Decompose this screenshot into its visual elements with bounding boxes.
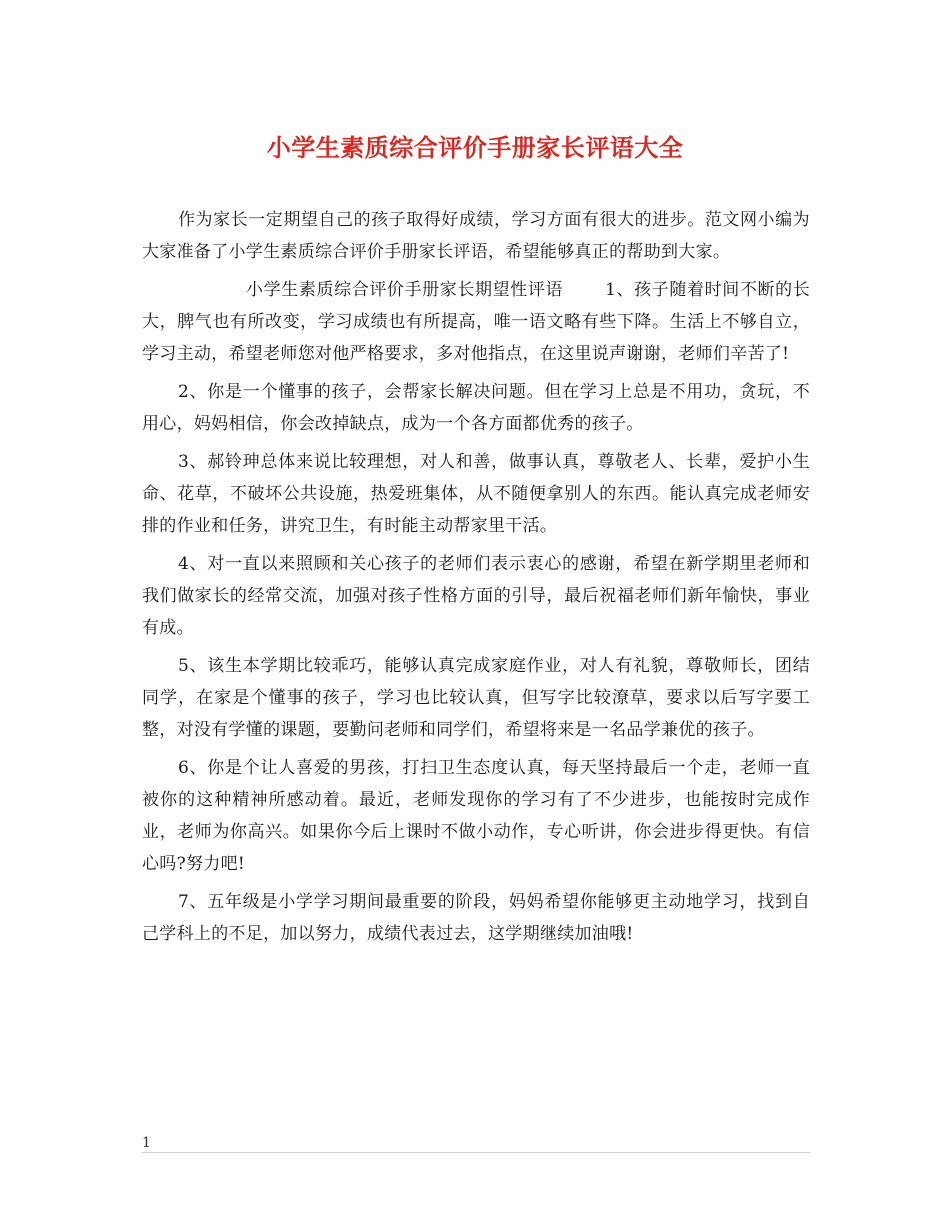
paragraph-1-text: 1、孩子随着时间不断的长大，脾气也有所改变，学习成绩也有所提高，唯一语文略有些下降。生活上不够自立，学习主动，希望老师您对他严格要求，多对他指点，在这里说声谢谢，老师们辛苦了! [142, 280, 810, 364]
page-number: 1 [142, 1135, 151, 1151]
paragraph-2: 2、你是一个懂事的孩子，会帮家长解决问题。但在学习上总是不用功，贪玩，不用心，妈妈相信，你会改掉缺点，成为一个各方面都优秀的孩子。 [142, 382, 810, 434]
paragraph-5: 5、该生本学期比较乖巧，能够认真完成家庭作业，对人有礼貌，尊敬师长，团结同学，在家是个懂事的孩子，学习也比较认真，但写字比较潦草，要求以后写字要工整，对没有学懂的课题，要勤问老师和同学们，希望将来是一名品学兼优的孩子。 [142, 656, 810, 740]
paragraph-6: 6、你是个让人喜爱的男孩，打扫卫生态度认真，每天坚持最后一个走，老师一直被你的这种精神所感动着。最近，老师发现你的学习有了不少进步，也能按时完成作业，老师为你高兴。如果你今后上课时不做小动作，专心听讲，你会进步得更快。有信心吗?努力吧! [142, 758, 810, 874]
page-title: 小学生素质综合评价手册家长评语大全 [266, 133, 684, 162]
section-heading: 小学生素质综合评价手册家长期望性评语 [246, 280, 564, 300]
document-body [142, 204, 810, 956]
paragraph-1 [142, 274, 810, 370]
intro-paragraph: 作为家长一定期望自己的孩子取得好成绩，学习方面有很大的进步。范文网小编为大家准备了小学生素质综合评价手册家长评语，希望能够真正的帮助到大家。 [142, 210, 810, 262]
paragraph-7: 7、五年级是小学学习期间最重要的阶段，妈妈希望你能够更主动地学习，找到自己学科上的不足，加以努力，成绩代表过去，这学期继续加油哦! [142, 892, 810, 944]
footer-divider [142, 1152, 810, 1153]
paragraph-4: 4、对一直以来照顾和关心孩子的老师们表示衷心的感谢，希望在新学期里老师和我们做家长的经常交流，加强对孩子性格方面的引导，最后祝福老师们新年愉快，事业有成。 [142, 554, 810, 638]
paragraph-3: 3、郝铃珅总体来说比较理想，对人和善，做事认真，尊敬老人、长辈，爱护小生命、花草，不破坏公共设施，热爱班集体，从不随便拿别人的东西。能认真完成老师安排的作业和任务，讲究卫生，有时能主动帮家里干活。 [142, 452, 810, 536]
